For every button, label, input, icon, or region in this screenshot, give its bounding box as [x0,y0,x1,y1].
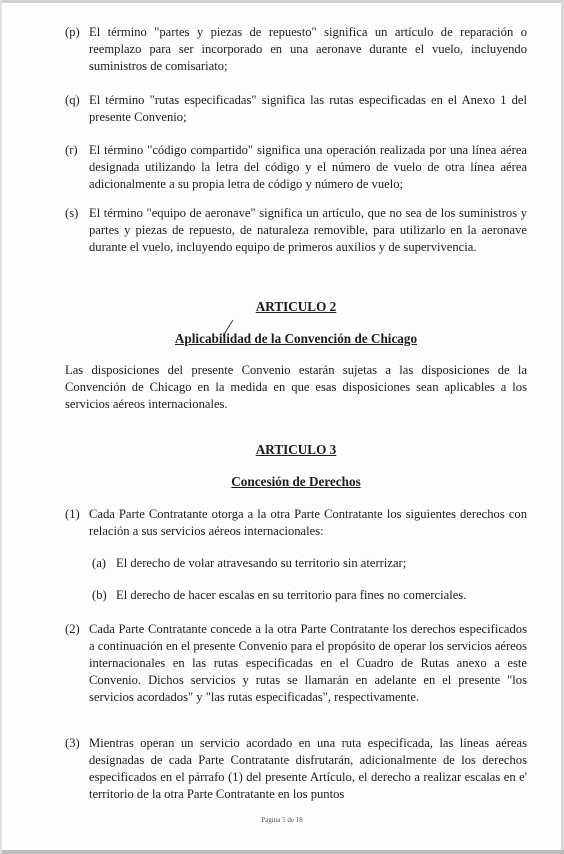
paragraph-label: (1) [65,507,80,521]
paragraph-label: (r) [65,143,78,157]
subparagraph-b [92,587,527,604]
paragraph-label: (3) [65,736,80,750]
paragraph-text: Cada Parte Contratante otorga a la otra Parte Contratante los siguientes derechos con relación a sus servicios aéreos internacionales: [89,507,527,538]
paragraph-text: El término "partes y piezas de repuesto" significa un artículo de reparación o reemplazo para ser incorporado en una aeronave durante el vuelo, incluyendo suministros de comisariato; [89,25,527,73]
paragraph-label: (q) [65,93,80,107]
paragraph-text: El derecho de hacer escalas en su territorio para fines no comerciales. [116,588,467,602]
article-paragraph-3 [65,735,527,803]
paragraph-text: El derecho de volar atravesando su territorio sin aterrizar; [116,556,407,570]
article-paragraph-2 [65,621,527,706]
paragraph-label: (p) [65,25,80,39]
scan-edge [0,0,2,854]
paragraph-label: (a) [92,556,106,570]
paragraph-label: (s) [65,206,79,220]
definition-paragraph-s [65,205,527,256]
scan-edge [0,850,564,854]
paragraph-text: El término "rutas especificadas" significa las rutas especificadas en el Anexo 1 del presente Convenio; [89,93,527,124]
paragraph-label: (b) [92,588,107,602]
subparagraph-a [92,555,527,572]
article-subheading: Concesión de Derechos [231,474,361,489]
scan-edge [0,0,564,3]
paragraph-text: El término "equipo de aeronave" significa un artículo, que no sea de los suministros y partes y piezas de repuesto, de naturaleza removible, para utilizarlo en la aeronave durante el vuelo, incluyendo equipo de primeros auxilios y de supervivencia. [89,206,527,254]
definition-paragraph-r [65,142,527,193]
paragraph-text: Mientras operan un servicio acordado en una ruta especificada, las líneas aéreas designadas de cada Parte Contratante disfrutarán, adicionalmente de los derechos especificados en el párrafo (1) del presente Artículo, el derecho a realizar escalas en e' territorio de la otra Parte Contratante en los puntos [89,736,527,801]
paragraph-text: Cada Parte Contratante concede a la otra Parte Contratante los derechos especificados a continuación en el presente Convenio para el propósito de operar los servicios aéreos internacionales en las rutas especificadas en el Cuadro de Rutas anexo a este Convenio. Dichos servicios y rutas se llamarán en adelante en el presente "los servicios acordados" y "las rutas especificadas", respectivamente. [89,622,527,704]
article-paragraph-1 [65,506,527,540]
definition-paragraph-p [65,24,527,75]
article-heading: ARTICULO 2 [255,299,337,314]
article-heading: ARTICULO 3 [255,442,337,457]
paragraph-text: El término "código compartido" significa una operación realizada por una línea aérea designada utilizando la letra del código y el número de vuelo de otra línea aérea adicionalmente a su propia letra de código y número de vuelo; [89,143,527,191]
definition-paragraph-q [65,92,527,126]
article-body: Las disposiciones del presente Convenio estarán sujetas a las disposiciones de la Convención de Chicago en la medida en que esas disposiciones sean aplicables a los servicios aéreos internacionales. [65,363,527,411]
paragraph-label: (2) [65,622,80,636]
article-subheading: Aplicabilidad de la Convención de Chicago [174,331,418,346]
page-number: Pagina 5 de 18 [261,816,303,824]
